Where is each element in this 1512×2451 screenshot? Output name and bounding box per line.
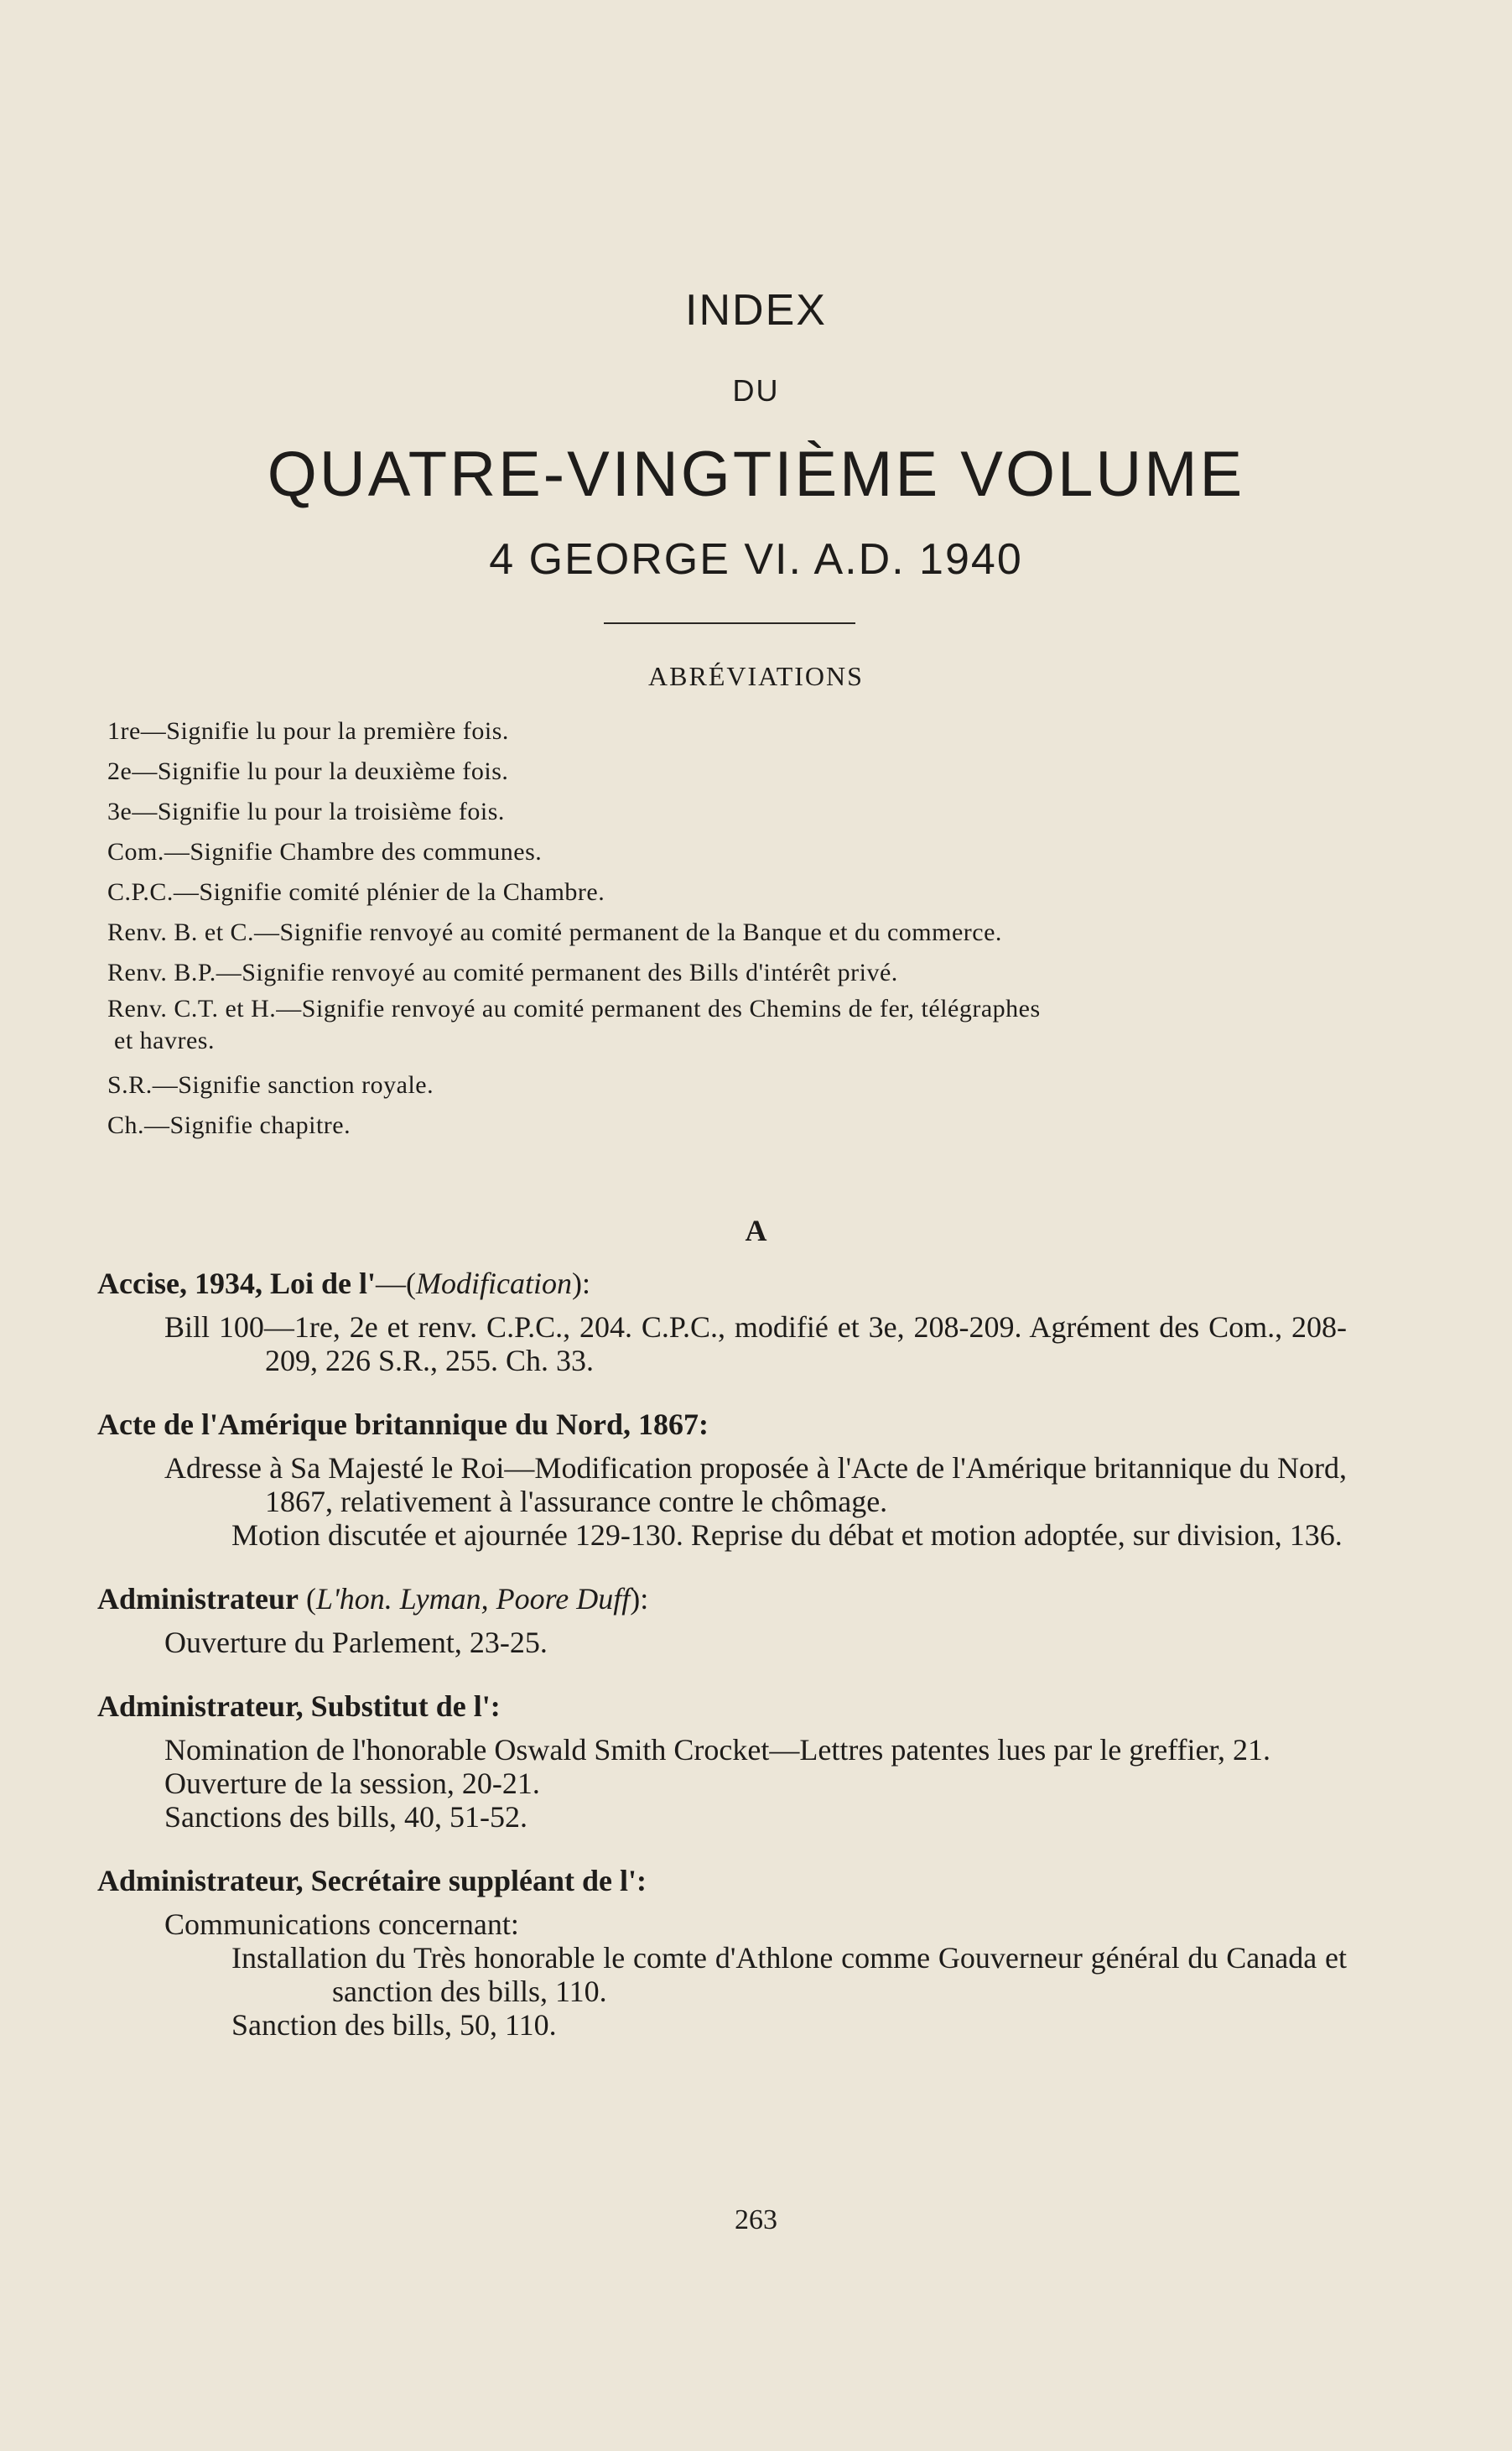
entry-line: Adresse à Sa Majesté le Roi—Modification proposée à l'Acte de l'Amérique britannique du Nord, 1867, relativement à l'assurance contre le chômage.	[164, 1451, 1347, 1518]
entry-line: Bill 100—1re, 2e et renv. C.P.C., 204. C.P.C., modifié et 3e, 208-209. Agrément des Com., 208-209, 226 S.R., 255. Ch. 33.	[164, 1310, 1347, 1377]
abbreviations-list	[107, 711, 1357, 1146]
entry-line: Sanctions des bills, 40, 51-52.	[164, 1800, 527, 1834]
entry-heading	[97, 1267, 1347, 1300]
index-entries	[97, 1267, 1347, 2072]
index-subtitle-du: DU	[732, 373, 780, 408]
entry-heading	[97, 1408, 1347, 1441]
abbreviation-item: 3e—Signifie lu pour la troisième fois.	[107, 798, 505, 825]
entry-line: Communications concernant:	[164, 1907, 519, 1941]
entry-line: Ouverture de la session, 20-21.	[164, 1767, 540, 1800]
entry-line: Nomination de l'honorable Oswald Smith Crocket—Lettres patentes lues par le greffier, 21.	[164, 1733, 1271, 1767]
entry-subline: Motion discutée et ajournée 129-130. Reprise du débat et motion adoptée, sur division, 136.	[231, 1518, 1343, 1552]
title-divider	[604, 622, 855, 624]
entry-heading-bold: Acte de l'Amérique britannique du Nord, 1867:	[97, 1408, 709, 1441]
volume-title: QUATRE-VINGTIÈME VOLUME	[267, 439, 1245, 510]
index-entry	[97, 1267, 1347, 1377]
entry-heading-italic: Modification	[415, 1267, 572, 1300]
abbreviation-item: S.R.—Signifie sanction royale.	[107, 1071, 434, 1099]
abbreviation-item: 1re—Signifie lu pour la première fois.	[107, 717, 509, 745]
abbreviation-item: C.P.C.—Signifie comité plénier de la Chambre.	[107, 878, 605, 906]
abbreviation-item	[107, 993, 1357, 1057]
entry-heading-bold: Administrateur, Substitut de l':	[97, 1689, 501, 1723]
entry-subline: Sanction des bills, 50, 110.	[231, 2008, 557, 2042]
entry-heading	[97, 1582, 1347, 1616]
abbreviations-heading: ABRÉVIATIONS	[648, 661, 864, 691]
entry-heading	[97, 1864, 1347, 1897]
entry-heading-bold: Accise, 1934, Loi de l'	[97, 1267, 376, 1300]
abbreviation-item: Ch.—Signifie chapitre.	[107, 1111, 351, 1139]
index-entry	[97, 1864, 1347, 2042]
entry-heading-bold: Administrateur, Secrétaire suppléant de l':	[97, 1864, 647, 1897]
index-entry	[97, 1689, 1347, 1834]
entry-heading-tail: ):	[571, 1267, 590, 1300]
index-entry	[97, 1582, 1347, 1659]
page-number: 263	[735, 2204, 777, 2235]
abbreviation-item: 2e—Signifie lu pour la deuxième fois.	[107, 757, 509, 785]
volume-year: 4 GEORGE VI. A.D. 1940	[489, 535, 1023, 584]
entry-heading-dash: —(	[375, 1267, 416, 1300]
entry-heading	[97, 1689, 1347, 1723]
abbreviation-item: Renv. B.P.—Signifie renvoyé au comité permanent des Bills d'intérêt privé.	[107, 959, 898, 986]
entry-heading-italic: L'hon. Lyman, Poore Duff	[315, 1582, 631, 1616]
index-entry	[97, 1408, 1347, 1552]
abbreviation-item-line: Renv. C.T. et H.—Signifie renvoyé au comité permanent des Chemins de fer, télégraphes	[107, 995, 1041, 1023]
section-letter: A	[745, 1214, 767, 1247]
entry-subline: Installation du Très honorable le comte d'Athlone comme Gouverneur général du Canada et sanction des bills, 110.	[231, 1941, 1347, 2008]
entry-heading-tail: ):	[630, 1582, 649, 1616]
entry-line: Ouverture du Parlement, 23-25.	[164, 1626, 548, 1659]
abbreviation-item: Com.—Signifie Chambre des communes.	[107, 838, 543, 866]
entry-heading-open: (	[298, 1582, 316, 1616]
abbreviation-item-continuation: et havres.	[114, 1027, 215, 1054]
index-title: INDEX	[685, 286, 827, 335]
abbreviation-item: Renv. B. et C.—Signifie renvoyé au comité permanent de la Banque et du commerce.	[107, 918, 1002, 946]
entry-heading-bold: Administrateur	[97, 1582, 299, 1616]
